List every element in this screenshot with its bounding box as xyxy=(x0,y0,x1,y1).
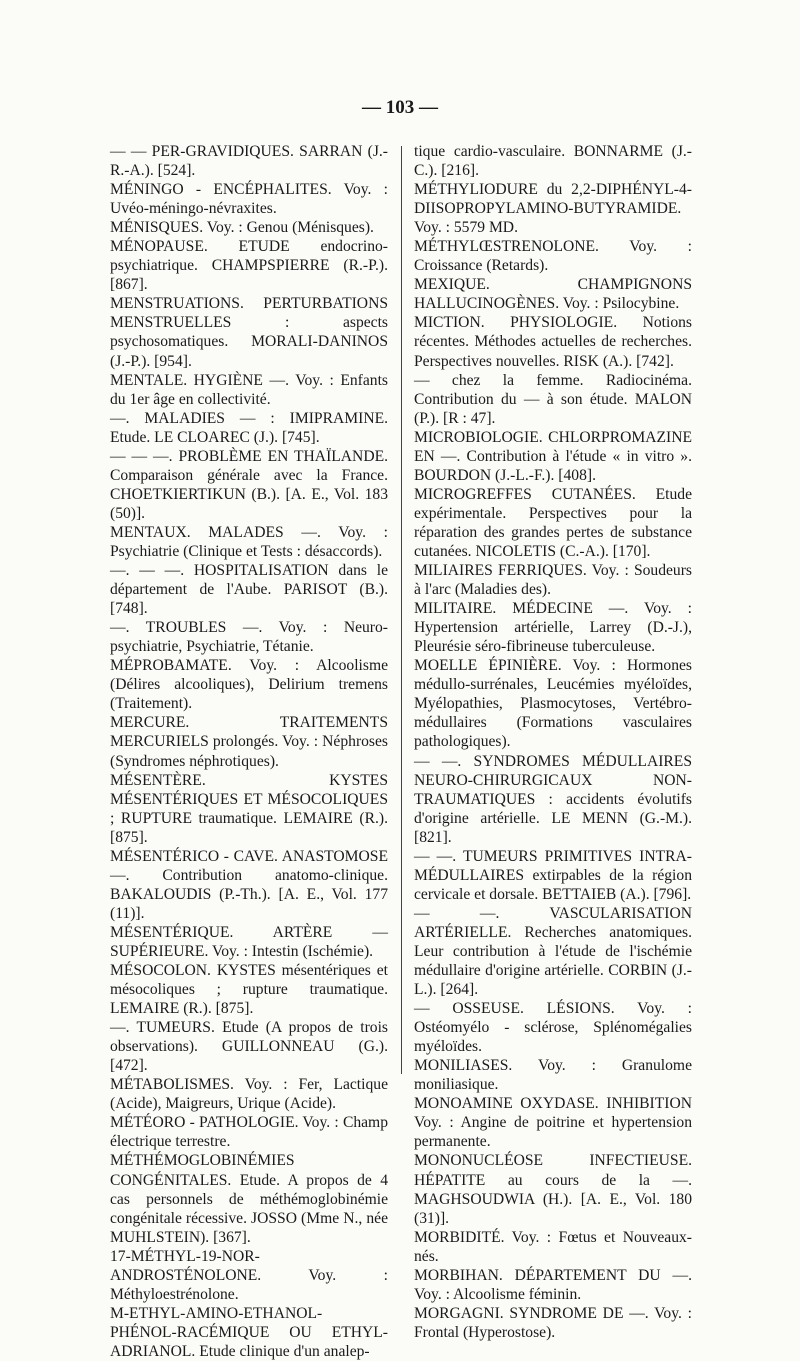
index-entry: MÉSENTÉRICO - CAVE. ANASTOMOSE —. Contribution anatomo-clinique. BAKALOUDIS (P.-Th.). [A. E., Vol. 177 (11)]. xyxy=(110,847,388,922)
index-entry: MÉTABOLISMES. Voy. : Fer, Lactique (Acide), Maigreurs, Urique (Acide). xyxy=(110,1076,388,1113)
index-entry: MEXIQUE. CHAMPIGNONS HALLUCINOGÈNES. Voy. : Psilocybine. xyxy=(414,276,692,313)
index-entry: — —. SYNDROMES MÉDULLAIRES NEURO-CHIRURGICAUX NON-TRAUMATIQUES : accidents évolutifs d'origine artérielle. LE MENN (G.-M.). [821]. xyxy=(414,752,692,846)
index-entry: MÉTHYLIODURE du 2,2-DIPHÉNYL-4-DIISOPROPYLAMINO-BUTYRAMIDE. Voy. : 5579 MD. xyxy=(414,181,692,237)
index-entry: tique cardio-vasculaire. BONNARME (J.-C.). [216]. xyxy=(414,143,692,180)
column-divider xyxy=(401,146,402,1074)
index-entry: MÉNINGO - ENCÉPHALITES. Voy. : Uvéo-méningo-névraxites. xyxy=(110,181,388,218)
index-entry: MÉTHYLŒSTRENOLONE. Voy. : Croissance (Retards). xyxy=(414,238,692,275)
index-entry: MENTAUX. MALADES —. Voy. : Psychiatrie (Clinique et Tests : désaccords). xyxy=(110,523,388,560)
index-entry: MONOAMINE OXYDASE. INHIBITION Voy. : Angine de poitrine et hypertension permanente. xyxy=(414,1095,692,1151)
index-entry: — — —. PROBLÈME EN THAÏLANDE. Comparaison générale avec la France. CHOETKIERTIKUN (B.). [A. E., Vol. 183 (50)]. xyxy=(110,447,388,522)
index-entry: MENTALE. HYGIÈNE —. Voy. : Enfants du 1er âge en collectivité. xyxy=(110,371,388,408)
index-entry: — —. TUMEURS PRIMITIVES INTRA-MÉDULLAIRES extirpables de la région cervicale et dorsale. BETTAIEB (A.). [796]. xyxy=(414,847,692,903)
index-entry: — chez la femme. Radiocinéma. Contribution du — à son étude. MALON (P.). [R : 47]. xyxy=(414,371,692,427)
index-entry: MICTION. PHYSIOLOGIE. Notions récentes. Méthodes actuelles de recherches. Perspectives nouvelles. RISK (A.). [742]. xyxy=(414,314,692,370)
index-entry: MILIAIRES FERRIQUES. Voy. : Soudeurs à l'arc (Maladies des). xyxy=(414,562,692,599)
index-entry: MÉTÉORO - PATHOLOGIE. Voy. : Champ électrique terrestre. xyxy=(110,1114,388,1151)
index-entry: MORBIDITÉ. Voy. : Fœtus et Nouveaux-nés. xyxy=(414,1228,692,1265)
index-entry: MENSTRUATIONS. PERTURBATIONS MENSTRUELLES : aspects psychosomatiques. MORALI-DANINOS (J.-P.). [954]. xyxy=(110,295,388,370)
index-entry: M-ETHYL-AMINO-ETHANOL-PHÉNOL-RACÉMIQUE OU ETHYL-ADRIANOL. Etude clinique d'un analep- xyxy=(110,1304,388,1360)
index-entry: MÉPROBAMATE. Voy. : Alcoolisme (Délires alcooliques), Delirium tremens (Traitement). xyxy=(110,657,388,713)
index-entry: — OSSEUSE. LÉSIONS. Voy. : Ostéomyélo - sclérose, Splénomégalies myéloïdes. xyxy=(414,1000,692,1056)
index-entry: MÉSOCOLON. KYSTES mésentériques et mésocoliques ; rupture traumatique. LEMAIRE (R.). [875]. xyxy=(110,962,388,1018)
index-entry: MORGAGNI. SYNDROME DE —. Voy. : Frontal (Hyperostose). xyxy=(414,1304,692,1341)
index-entry: MERCURE. TRAITEMENTS MERCURIELS prolongés. Voy. : Néphroses (Syndromes néphrotiques). xyxy=(110,714,388,770)
page-number: — 103 — xyxy=(362,97,438,118)
index-entry: MÉNISQUES. Voy. : Genou (Ménisques). xyxy=(110,219,374,237)
index-entry: —. TROUBLES —. Voy. : Neuro-psychiatrie, Psychiatrie, Tétanie. xyxy=(110,619,388,656)
index-entry: — —. VASCULARISATION ARTÉRIELLE. Recherches anatomiques. Leur contribution à l'étude de l'ischémie médullaire d'origine artérielle. CORBIN (J.-L.). [264]. xyxy=(414,904,692,999)
index-entry: MORBIHAN. DÉPARTEMENT DU —. Voy. : Alcoolisme féminin. xyxy=(414,1266,692,1303)
index-entry: —. TUMEURS. Etude (A propos de trois observations). GUILLONNEAU (G.). [472]. xyxy=(110,1019,388,1075)
index-entry: MILITAIRE. MÉDECINE —. Voy. : Hypertension artérielle, Larrey (D.-J.), Pleurésie séro-fibrineuse tuberculeuse. xyxy=(414,600,692,656)
index-entry: MOELLE ÉPINIÈRE. Voy. : Hormones médullo-surrénales, Leucémies myéloïdes, Myélopathies, Plasmocytoses, Vertébro-médullaires (Formations vasculaires pathologiques). xyxy=(414,657,692,751)
index-entry: MÉTHÉMOGLOBINÉMIES CONGÉNITALES. Etude. A propos de 4 cas personnels de méthémoglobinémie congénitale récessive. JOSSO (Mme N., née MUHLSTEIN). [367]. xyxy=(110,1152,388,1246)
index-entry: — — PER-GRAVIDIQUES. SARRAN (J.-R.-A.). [524]. xyxy=(110,143,388,180)
index-entry: MICROBIOLOGIE. CHLORPROMAZINE EN —. Contribution à l'étude « in vitro ». BOURDON (J.-L.-F.). [408]. xyxy=(414,428,692,484)
index-entry: MONONUCLÉOSE INFECTIEUSE. HÉPATITE au cours de la —. MAGHSOUDWIA (H.). [A. E., Vol. 180 (31)]. xyxy=(414,1152,692,1227)
index-entry: —. MALADIES — : IMIPRAMINE. Etude. LE CLOAREC (J.). [745]. xyxy=(110,409,388,446)
left-column xyxy=(110,142,388,1361)
index-entry: —. — —. HOSPITALISATION dans le département de l'Aube. PARISOT (B.). [748]. xyxy=(110,562,388,618)
index-entry: MICROGREFFES CUTANÉES. Etude expérimentale. Perspectives pour la réparation des grandes pertes de substance cutanées. NICOLETIS (C.-A.). [170]. xyxy=(414,485,692,560)
right-column xyxy=(414,142,692,1342)
index-entry: MÉNOPAUSE. ETUDE endocrino-psychiatrique. CHAMPSPIERRE (R.-P.). [867]. xyxy=(110,238,388,294)
index-entry: MONILIASES. Voy. : Granulome moniliasique. xyxy=(414,1057,692,1094)
index-entry: MÉSENTÈRE. KYSTES MÉSENTÉRIQUES ET MÉSOCOLIQUES ; RUPTURE traumatique. LEMAIRE (R.). [875]. xyxy=(110,771,388,846)
index-entry: 17-MÉTHYL-19-NOR-ANDROSTÉNOLONE. Voy. : Méthyloestrénolone. xyxy=(110,1247,388,1303)
index-entry: MÉSENTÉRIQUE. ARTÈRE — SUPÉRIEURE. Voy. : Intestin (Ischémie). xyxy=(110,923,388,960)
